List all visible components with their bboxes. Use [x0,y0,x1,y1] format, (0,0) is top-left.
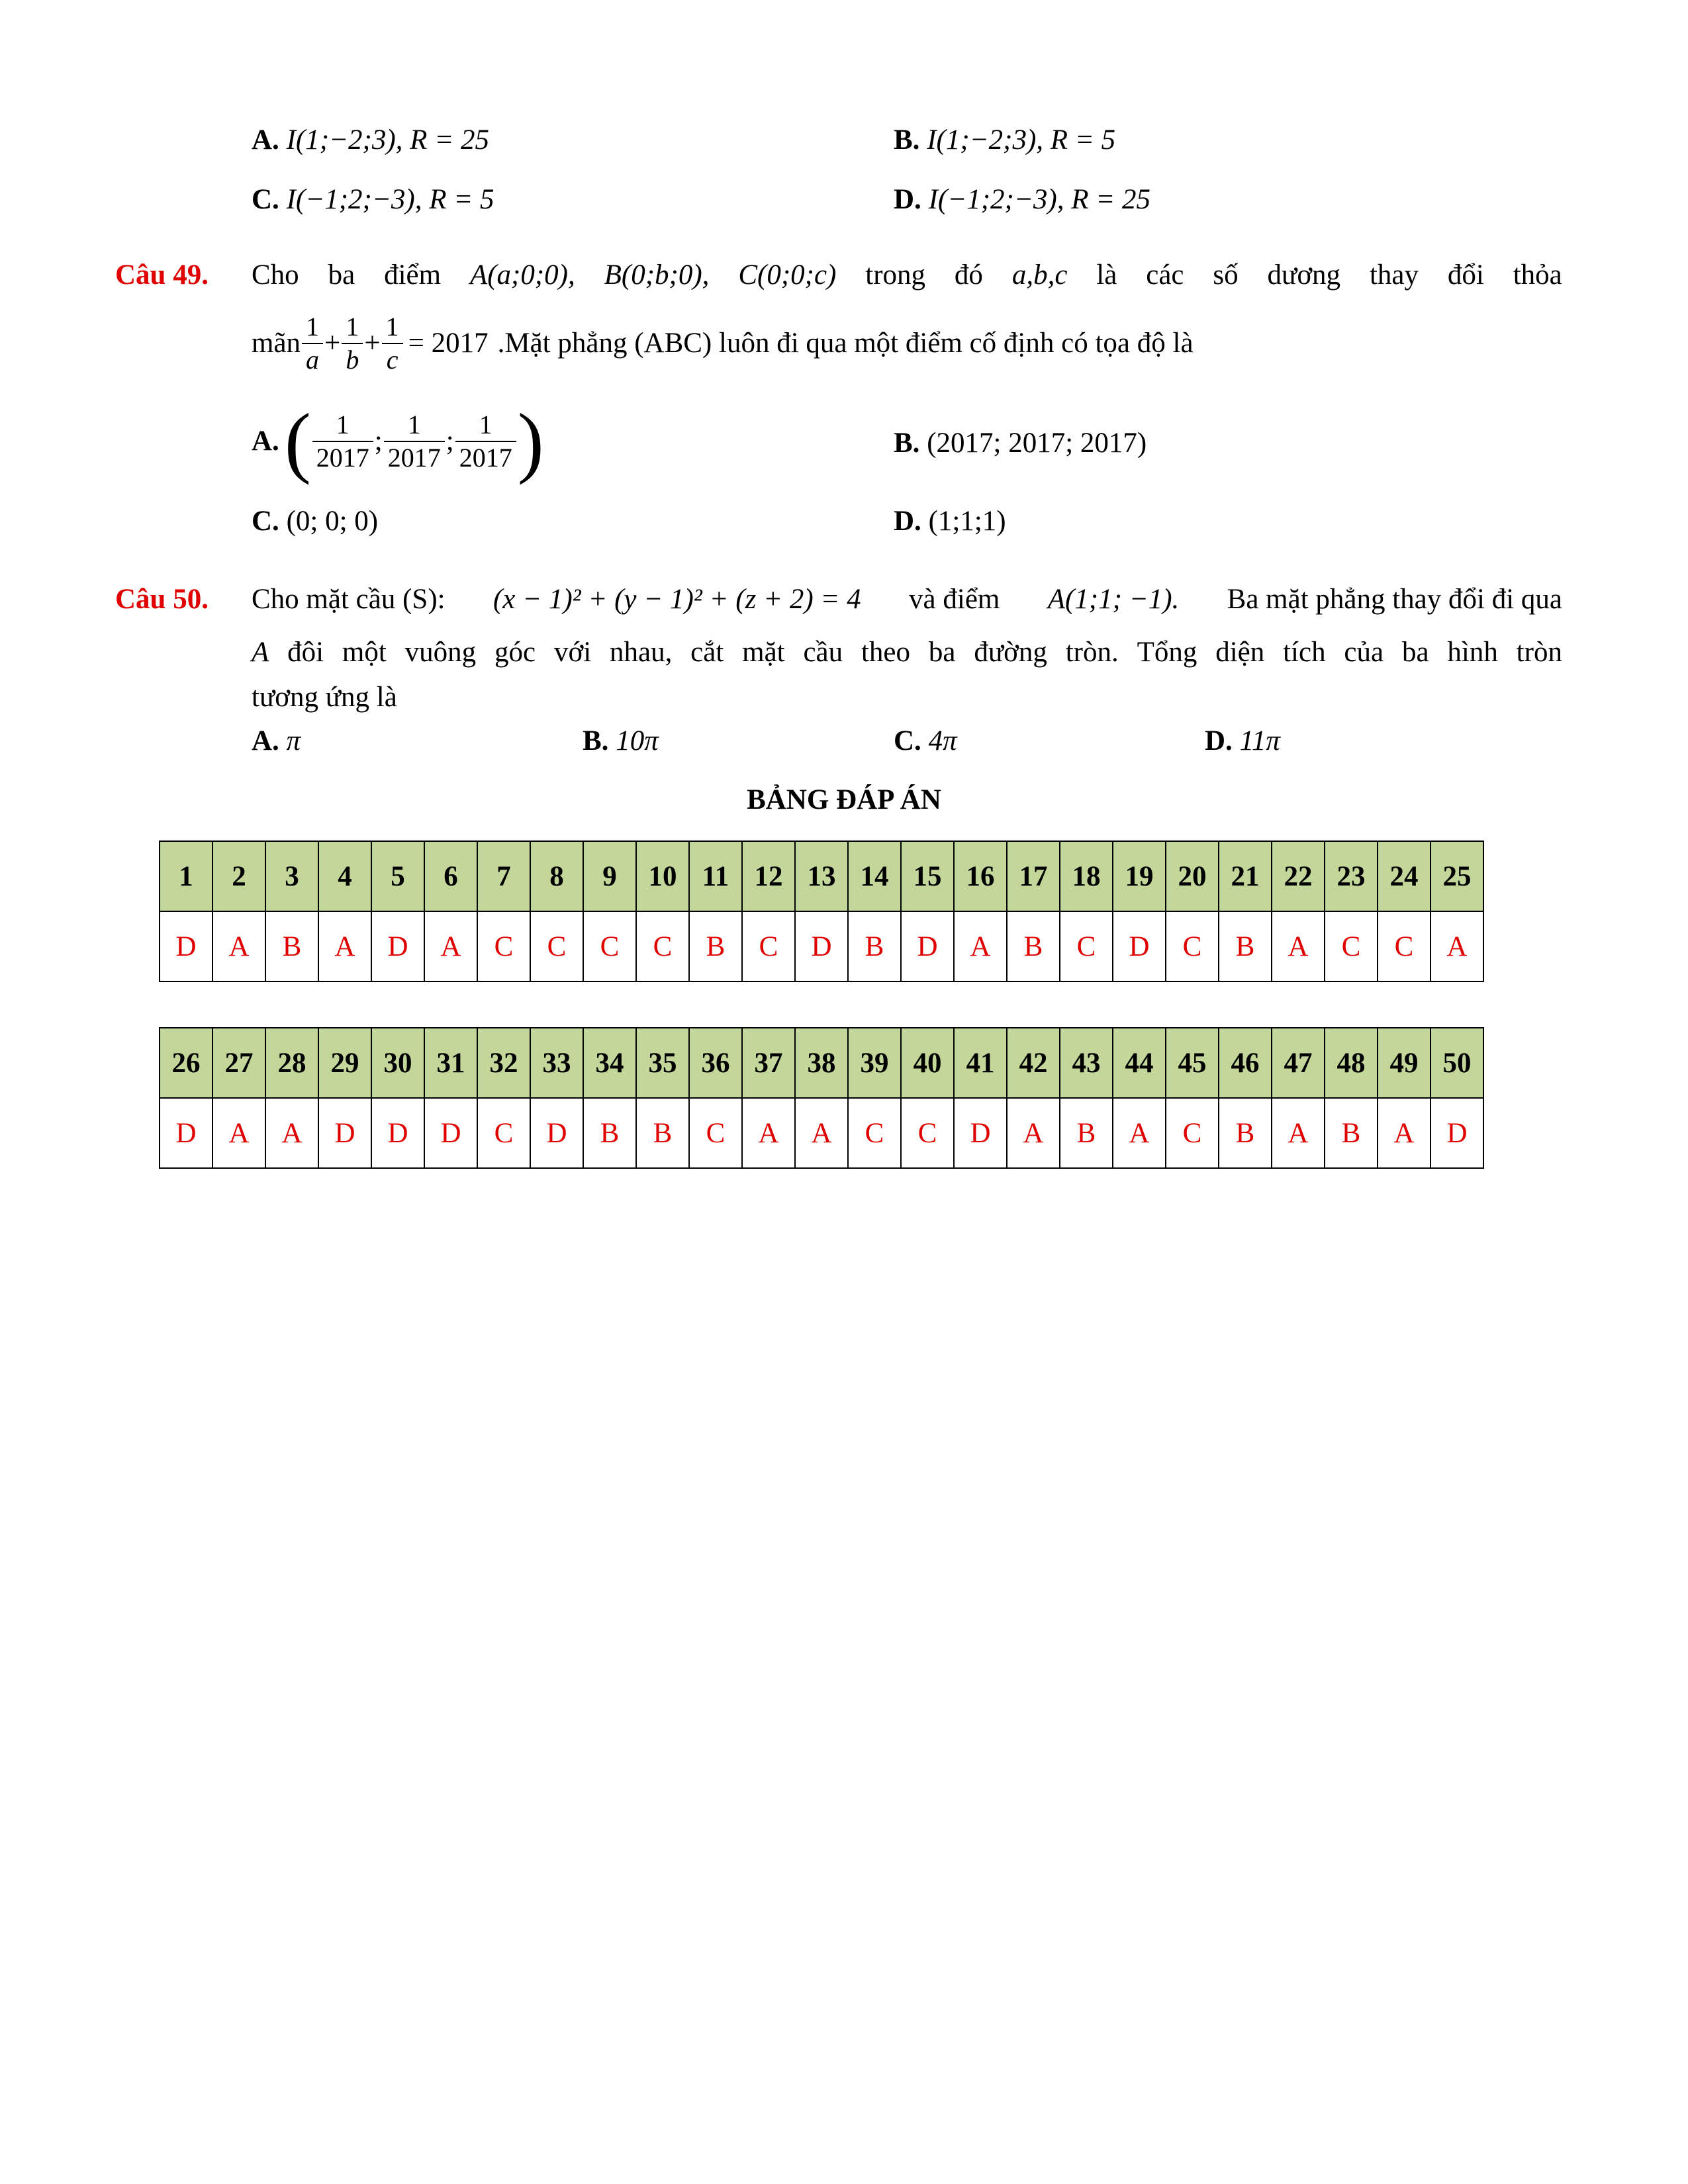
answer-cell: C [530,911,583,981]
question-number-cell: 49 [1378,1028,1430,1098]
word: nhau, [609,637,673,668]
answer-key-title: BẢNG ĐÁP ÁN [747,784,941,815]
word: trong [865,259,926,291]
answer-cell: D [371,1098,424,1168]
answer-cell: D [1430,1098,1483,1168]
answer-cell: B [1325,1098,1378,1168]
word: hình [1447,637,1498,668]
answer-cell: D [1113,911,1166,981]
word: theo [861,637,911,668]
q48-option-b-text: I(1;−2;3), R = 5 [927,124,1116,156]
question-number-cell: 32 [477,1028,530,1098]
q50-sphere-equation: (x − 1)² + (y − 1)² + (z + 2) = 4 [492,584,861,615]
question-number-cell: 36 [689,1028,742,1098]
word: ba [928,637,956,668]
q49-frac-a: $\frac{1}{a}$ [302,311,323,376]
q49-stem-line1 [252,255,1562,295]
q48-option-a: A. I(1;−2;3), R = 25 [252,124,489,156]
answer-cell: C [901,1098,954,1168]
answer-cell: C [689,1098,742,1168]
question-number-cell: 14 [848,841,901,911]
question-number-cell: 44 [1113,1028,1166,1098]
word: số [1213,259,1239,291]
answer-table-2-numbers [160,1028,1483,1098]
question-number-cell: 8 [530,841,583,911]
answer-cell: B [848,911,901,981]
answer-cell: D [160,911,212,981]
q49-suffix: .Mặt phẳng (ABC) luôn đi qua một điểm cố định có tọa độ là [497,328,1194,359]
answer-cell: C [583,911,636,981]
q50-option-c: C. 4π [894,725,957,756]
word: A(a;0;0), [469,259,575,291]
question-number-cell: 30 [371,1028,424,1098]
answer-cell: B [265,911,318,981]
answer-cell: D [424,1098,477,1168]
word: a,b,c [1011,259,1068,291]
answer-cell: D [530,1098,583,1168]
answer-cell: D [318,1098,371,1168]
question-number-cell: 40 [901,1028,954,1098]
answer-cell: A [1430,911,1483,981]
q49-option-c: C. (0; 0; 0) [252,506,379,537]
q50-label: Câu 50. [115,584,209,615]
q48-option-b: B. I(1;−2;3), R = 5 [894,124,1116,156]
answer-cell: C [1378,911,1430,981]
question-number-cell: 7 [477,841,530,911]
question-number-cell: 39 [848,1028,901,1098]
q48-option-c-text: I(−1;2;−3), R = 5 [286,184,494,215]
word: ba [1401,637,1429,668]
answer-cell: A [954,911,1007,981]
word: cầu [803,637,843,668]
question-number-cell: 37 [742,1028,795,1098]
word: đường [974,637,1047,668]
question-number-cell: 41 [954,1028,1007,1098]
question-number-cell: 17 [1007,841,1060,911]
question-number-cell: 16 [954,841,1007,911]
question-number-cell: 31 [424,1028,477,1098]
answer-cell: A [318,911,371,981]
question-number-cell: 5 [371,841,424,911]
q49-frac-c: $\frac{1}{c}$ [382,311,403,376]
answer-table-2 [159,1027,1484,1169]
q48-option-a-text: I(1;−2;3), R = 25 [286,124,489,156]
q49-eq-value: = 2017 [408,328,489,359]
question-number-cell: 18 [1060,841,1113,911]
q49-option-d: D. (1;1;1) [894,506,1006,537]
word: Tổng [1137,637,1197,668]
answer-cell: B [1060,1098,1113,1168]
question-number-cell: 46 [1219,1028,1272,1098]
question-number-cell: 6 [424,841,477,911]
q49-label: Câu 49. [115,259,209,291]
q50-stem-line2 [252,633,1562,672]
answer-cell: A [212,911,265,981]
q49-option-d-text: (1;1;1) [928,506,1006,537]
q49-option-b: B. (2017; 2017; 2017) [894,428,1147,459]
answer-cell: B [1007,911,1060,981]
q50-stem-line1: Cho mặt cầu (S): (x − 1)² + (y − 1)² + (z + 2) = 4 và điểm A(1;1; −1). Ba mặt phẳng thay đổi đi qua [252,580,1562,619]
q49-frac-b: $\frac{1}{b}$ [342,311,363,376]
word: Cho [252,259,299,291]
word: các [1146,259,1184,291]
word: ba [328,259,355,291]
word: thay [1369,259,1419,291]
question-number-cell: 10 [636,841,689,911]
answer-cell: B [636,1098,689,1168]
question-number-cell: 21 [1219,841,1272,911]
answer-cell: A [1007,1098,1060,1168]
question-number-cell: 4 [318,841,371,911]
q49-optA-frac-1: $\frac{1}{2017}$ [312,409,373,474]
answer-cell: B [1219,911,1272,981]
answer-cell: A [1378,1098,1430,1168]
word: C(0;0;c) [738,259,837,291]
q48-option-c: C. I(−1;2;−3), R = 5 [252,184,494,215]
answer-cell: A [265,1098,318,1168]
word: đó [954,259,983,291]
question-number-cell: 9 [583,841,636,911]
question-number-cell: 27 [212,1028,265,1098]
question-number-cell: 19 [1113,841,1166,911]
answer-table-1 [159,841,1484,982]
question-number-cell: 23 [1325,841,1378,911]
word: với [553,637,592,668]
q48-option-d-text: I(−1;2;−3), R = 25 [928,184,1150,215]
question-number-cell: 24 [1378,841,1430,911]
word: góc [494,637,536,668]
question-number-cell: 34 [583,1028,636,1098]
question-number-cell: 33 [530,1028,583,1098]
answer-cell: D [795,911,848,981]
word: điểm [384,259,442,291]
answer-cell: A [742,1098,795,1168]
question-number-cell: 28 [265,1028,318,1098]
answer-cell: A [1113,1098,1166,1168]
question-number-cell: 35 [636,1028,689,1098]
q50-option-a: A. π [252,725,301,756]
question-number-cell: 15 [901,841,954,911]
question-number-cell: 25 [1430,841,1483,911]
word: vuông [404,637,477,668]
q49-option-c-text: (0; 0; 0) [286,506,379,537]
answer-table-1-numbers [160,841,1483,911]
q50-option-d: D. 11π [1205,725,1280,756]
q49-stem-line2: mãn $\frac{1}{a}$ + $\frac{1}{b}$ + $\frac{1}{c}$ = 2017 .Mặt phẳng (ABC) luôn đi qua một điểm cố định có tọa độ là [252,312,1194,375]
q50-point: A(1;1; −1). [1047,584,1180,615]
question-number-cell: 42 [1007,1028,1060,1098]
word: của [1344,637,1384,668]
answer-cell: A [1272,911,1325,981]
question-number-cell: 48 [1325,1028,1378,1098]
answer-cell: C [848,1098,901,1168]
answer-cell: C [1166,911,1219,981]
answer-cell: C [1166,1098,1219,1168]
word: B(0;b;0), [604,259,710,291]
word: tròn. [1065,637,1119,668]
question-number-cell: 11 [689,841,742,911]
answer-cell: B [583,1098,636,1168]
word: diện [1215,637,1265,668]
word: tròn [1516,637,1562,668]
q49-option-a: A. ( $\frac{1}{2017}$ ; $\frac{1}{2017}$ ; $\frac{1}{2017}$ ) [252,397,544,485]
answer-table-1-answers [160,911,1483,981]
question-number-cell: 12 [742,841,795,911]
answer-cell: B [1219,1098,1272,1168]
q50-option-b: B. 10π [583,725,659,756]
question-number-cell: 13 [795,841,848,911]
word: một [342,637,387,668]
word: thỏa [1513,259,1562,291]
answer-cell: D [954,1098,1007,1168]
word: tích [1283,637,1326,668]
answer-cell: A [424,911,477,981]
answer-cell: A [795,1098,848,1168]
q48-option-d: D. I(−1;2;−3), R = 25 [894,184,1150,215]
word: dương [1267,259,1341,291]
question-number-cell: 3 [265,841,318,911]
answer-cell: C [1060,911,1113,981]
answer-table-2-answers [160,1098,1483,1168]
q49-prefix: mãn [252,328,301,359]
question-number-cell: 43 [1060,1028,1113,1098]
question-number-cell: 26 [160,1028,212,1098]
word: đôi [287,637,324,668]
question-number-cell: 20 [1166,841,1219,911]
answer-cell: D [371,911,424,981]
q49-option-b-text: (2017; 2017; 2017) [927,428,1147,459]
question-number-cell: 50 [1430,1028,1483,1098]
answer-cell: D [901,911,954,981]
q49-optA-frac-2: $\frac{1}{2017}$ [384,409,445,474]
answer-cell: A [212,1098,265,1168]
question-number-cell: 1 [160,841,212,911]
q49-optA-frac-3: $\frac{1}{2017}$ [455,409,516,474]
question-number-cell: 45 [1166,1028,1219,1098]
answer-cell: C [636,911,689,981]
answer-cell: C [477,911,530,981]
question-number-cell: 2 [212,841,265,911]
word: đổi [1447,259,1484,291]
answer-cell: C [477,1098,530,1168]
answer-cell: C [1325,911,1378,981]
q50-stem-line3: tương ứng là [252,682,397,713]
answer-cell: D [160,1098,212,1168]
question-number-cell: 22 [1272,841,1325,911]
question-number-cell: 47 [1272,1028,1325,1098]
answer-cell: B [689,911,742,981]
question-number-cell: 29 [318,1028,371,1098]
word: cắt [690,637,724,668]
question-number-cell: 38 [795,1028,848,1098]
answer-cell: A [1272,1098,1325,1168]
word: mặt [742,637,785,668]
answer-cell: C [742,911,795,981]
word: A [252,637,269,668]
word: là [1096,259,1117,291]
